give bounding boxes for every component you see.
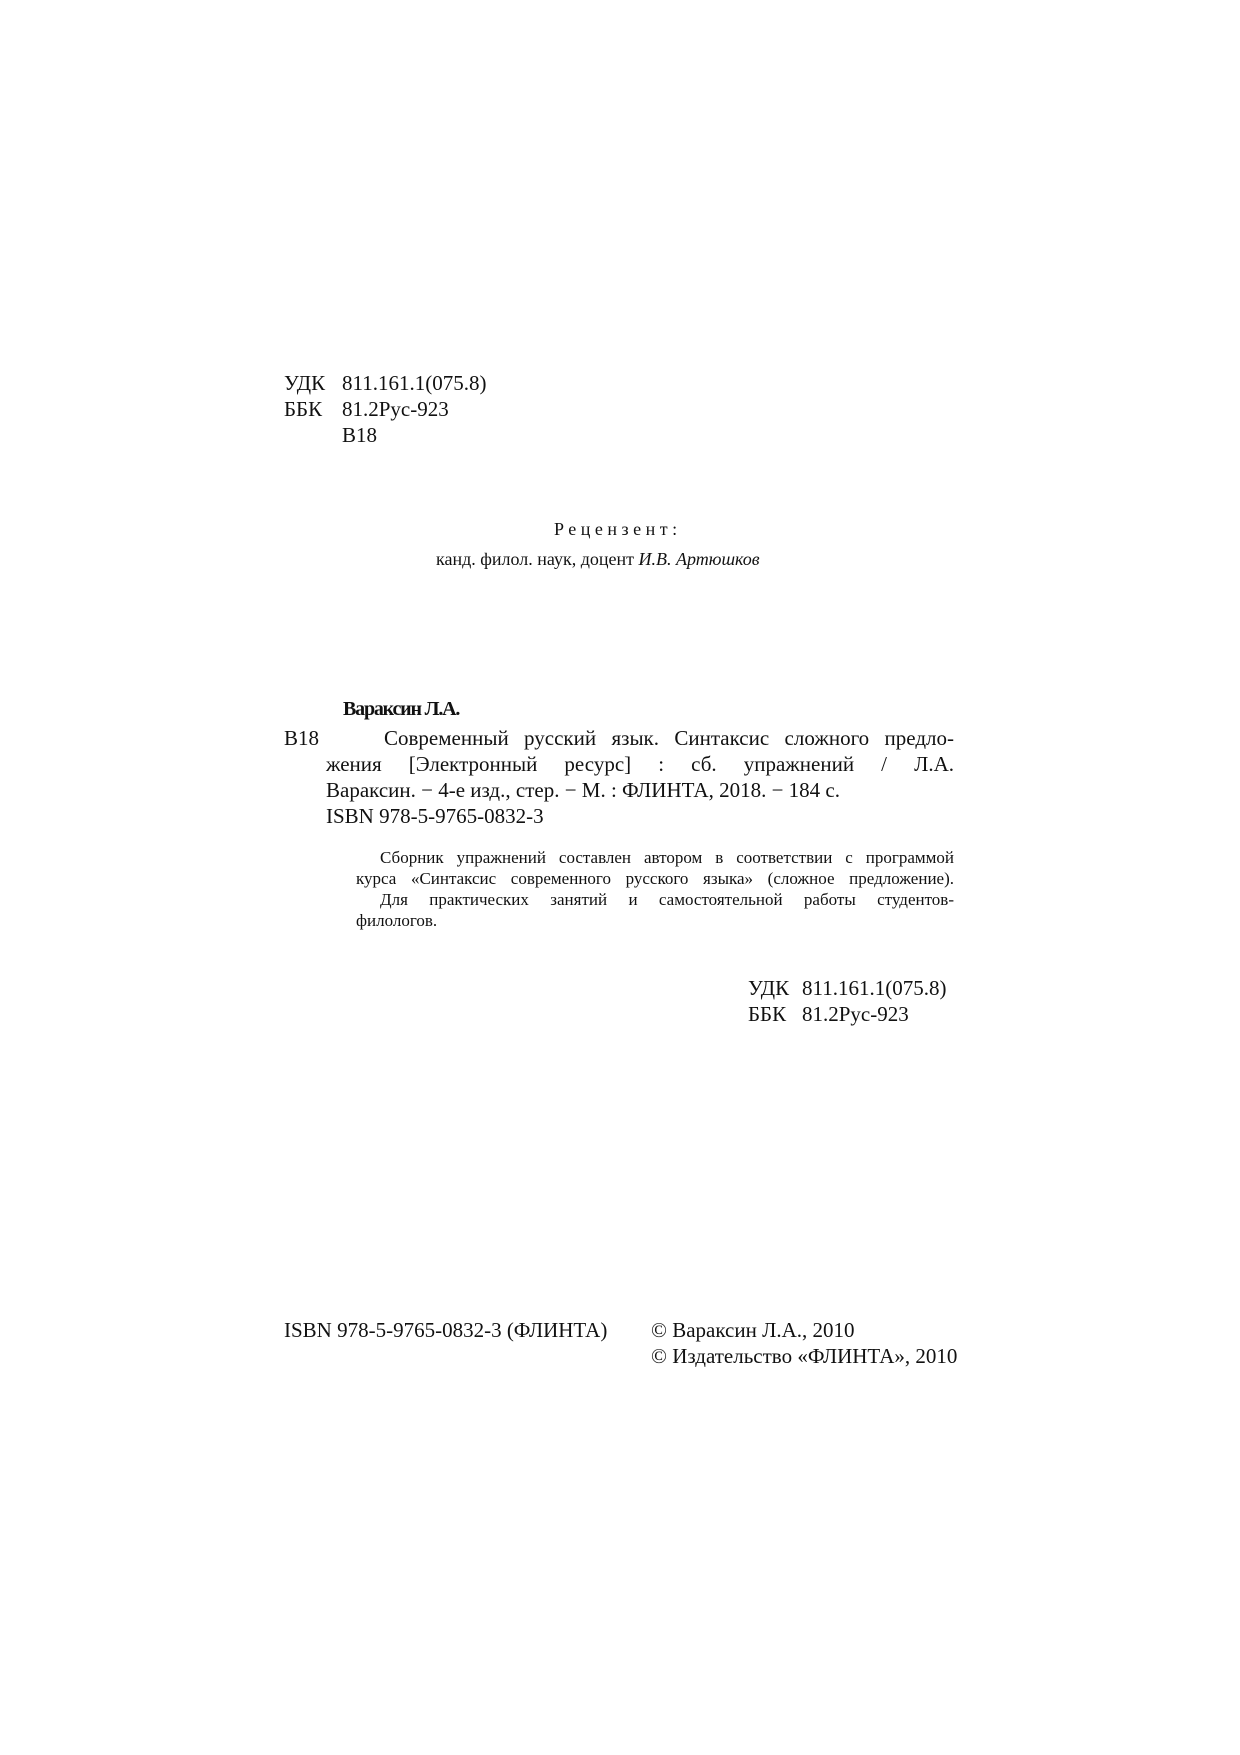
- top-classification: [284, 370, 486, 448]
- entry-code: В18: [284, 726, 320, 750]
- reviewer-name: И.В. Артюшков: [638, 549, 760, 569]
- top-author-code: В18: [342, 423, 378, 447]
- top-bbk-label: ББК: [284, 397, 323, 421]
- top-bbk-value: 81.2Рус-923: [342, 397, 449, 421]
- reviewer-heading: Рецензент:: [554, 519, 682, 539]
- bottom-udk-value: 811.161.1(075.8): [802, 976, 947, 1000]
- annotation-line: Для практических занятий и самостоятельной работы студентов-: [380, 890, 954, 909]
- entry-isbn: ISBN 978-5-9765-0832-3: [326, 804, 544, 828]
- annotation-line: филологов.: [356, 911, 438, 930]
- top-udk-row: [284, 370, 486, 396]
- copyright-publisher: © Издательство «ФЛИНТА», 2010: [651, 1344, 958, 1368]
- annotation-line: Сборник упражнений составлен автором в соответствии с программой: [380, 848, 954, 867]
- annotation: [356, 847, 954, 931]
- bottom-bbk-value: 81.2Рус-923: [802, 1002, 909, 1026]
- bottom-classification: [748, 975, 946, 1027]
- reviewer-line: [436, 548, 760, 571]
- copyright-author: © Вараксин Л.А., 2010: [651, 1318, 855, 1342]
- isbn-publisher: ISBN 978-5-9765-0832-3 (ФЛИНТА): [284, 1318, 608, 1342]
- bottom-bbk-label: ББК: [748, 1002, 787, 1026]
- top-author-code-row: [284, 422, 486, 448]
- entry-line: Современный русский язык. Синтаксис сложного предло-: [384, 726, 954, 750]
- bottom-bbk-row: [748, 1001, 946, 1027]
- top-udk-label: УДК: [284, 371, 326, 395]
- top-bbk-row: [284, 396, 486, 422]
- entry-description: [326, 725, 954, 829]
- entry-author: Вараксин Л.А.: [343, 698, 460, 720]
- bottom-udk-row: [748, 975, 946, 1001]
- bottom-udk-label: УДК: [748, 976, 790, 1000]
- entry-line: Вараксин. − 4-е изд., стер. − М. : ФЛИНТА, 2018. − 184 с.: [326, 778, 840, 802]
- top-udk-value: 811.161.1(075.8): [342, 371, 487, 395]
- entry-line: жения [Электронный ресурс] : сб. упражнений / Л.А.: [326, 752, 954, 776]
- copyrights: [651, 1317, 957, 1369]
- annotation-line: курса «Синтаксис современного русского языка» (сложное предложение).: [356, 869, 954, 888]
- reviewer-credentials: канд. филол. наук, доцент: [436, 549, 639, 569]
